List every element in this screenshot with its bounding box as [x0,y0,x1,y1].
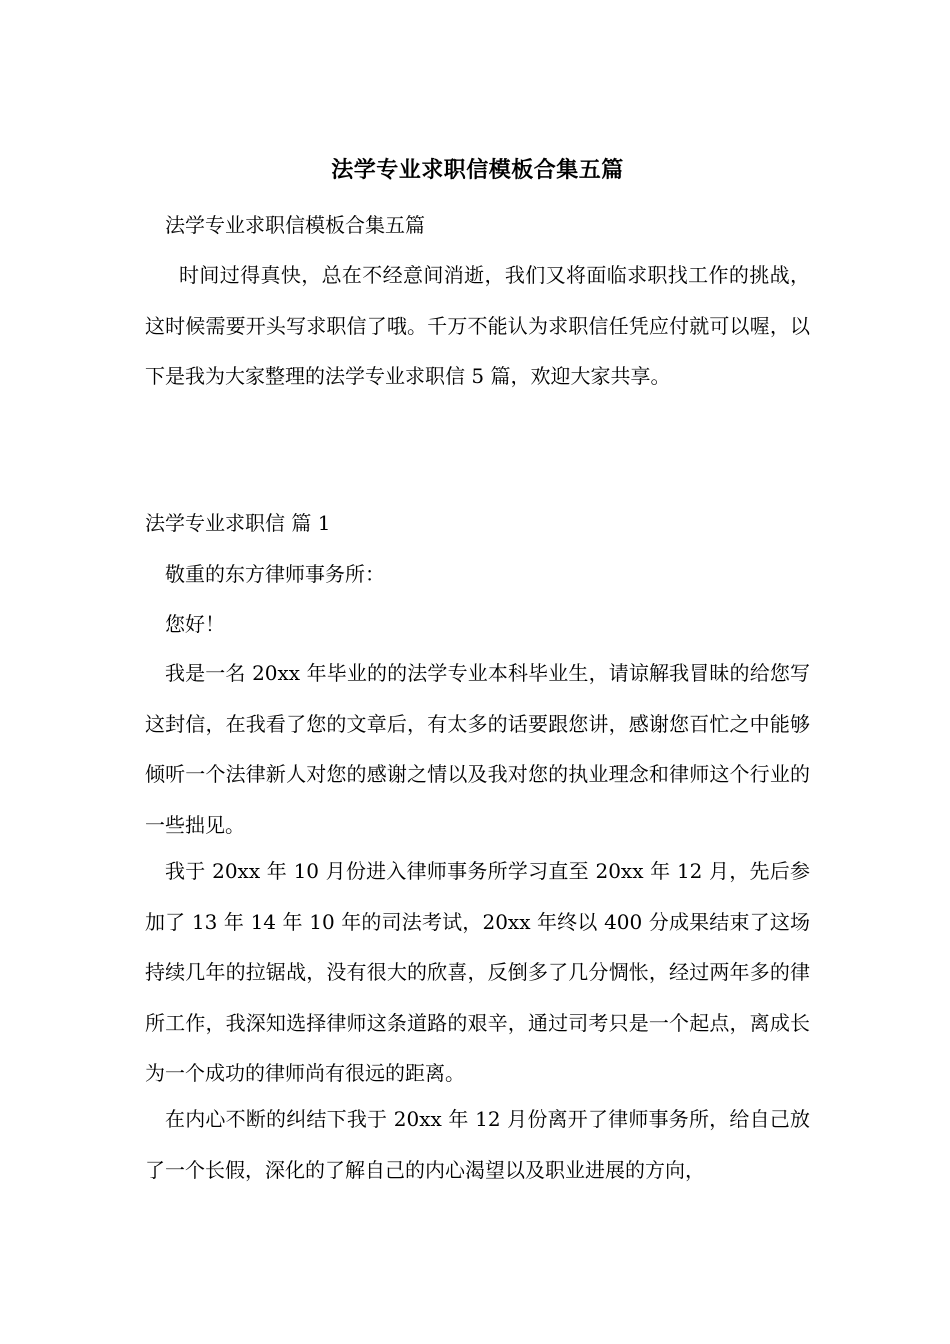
section-heading: 法学专业求职信 篇 1 [145,511,331,535]
document-title: 法学专业求职信模板合集五篇 [331,157,624,183]
body-paragraph-2: 我于 20xx 年 10 月份进入律师事务所学习直至 20xx 年 12 月，先后参加了 13 年 14 年 10 年的司法考试，20xx 年终以 400 分成果结束了这场持续几年的拉锯战，没有很大的欣喜，反倒多了几分惆怅，经过两年多的律所工作，我深知选择律师这条道路的艰辛，通过司考只是一个起点，离成长为一个成功的律师尚有很远的距离。 [145,859,810,1085]
letter-recipient: 敬重的东方律师事务所： [165,562,385,586]
document-subtitle: 法学专业求职信模板合集五篇 [165,213,425,237]
letter-greeting: 您好！ [165,612,225,636]
body-paragraph-1: 我是一名 20xx 年毕业的的法学专业本科毕业生，请谅解我冒昧的给您写这封信，在我看了您的文章后，有太多的话要跟您讲，感谢您百忙之中能够倾听一个法律新人对您的感谢之情以及我对您的执业理念和律师这个行业的一些拙见。 [145,661,810,837]
body-paragraph-3: 在内心不断的纠结下我于 20xx 年 12 月份离开了律师事务所，给自己放了一个长假，深化的了解自己的内心渴望以及职业进展的方向， [145,1107,810,1182]
intro-paragraph: 时间过得真快，总在不经意间消逝，我们又将面临求职找工作的挑战，这时候需要开头写求职信了哦。千万不能认为求职信任凭应付就可以喔，以下是我为大家整理的法学专业求职信 5 篇，欢迎大家共享。 [145,263,810,388]
